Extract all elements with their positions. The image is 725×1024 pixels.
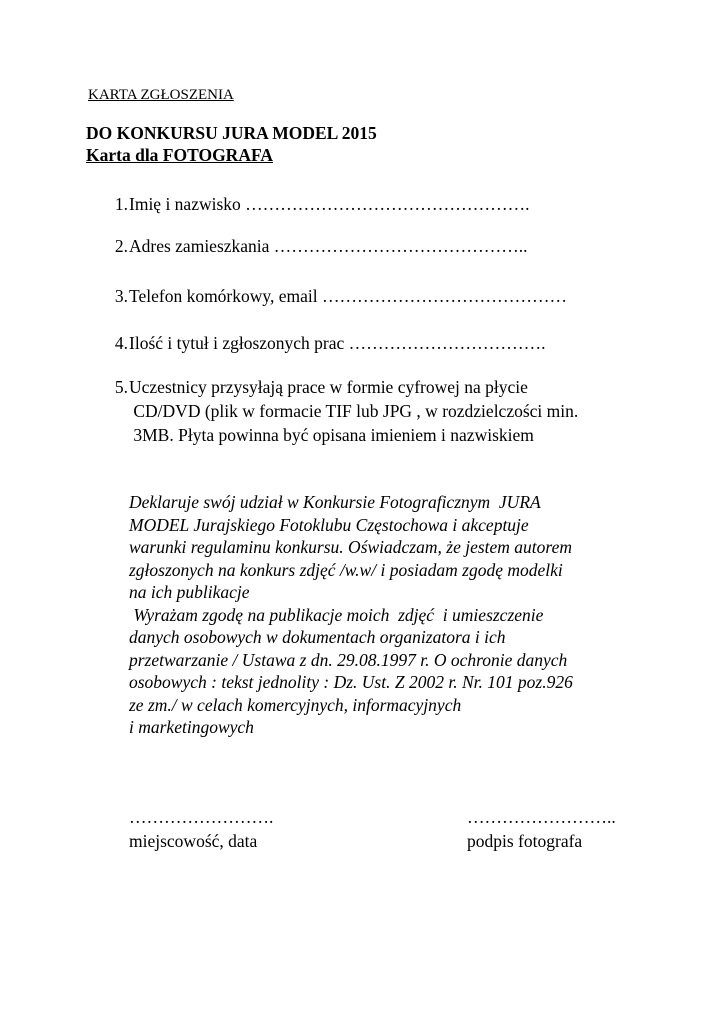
declaration-text — [129, 491, 573, 739]
page-subtitle: Karta dla FOTOGRAFA — [86, 145, 273, 165]
form-label: KARTA ZGŁOSZENIA — [88, 87, 234, 103]
declaration-line: na ich publikacje — [129, 582, 250, 602]
list-item-number: 2. — [114, 236, 128, 256]
list-item-number: 4. — [114, 333, 128, 353]
list-item-text: Telefon komórkowy, email …………………………………… — [129, 286, 568, 306]
list-item-number: 1. — [114, 194, 128, 214]
declaration-line: zgłoszonych na konkurs zdjęć /w.w/ i posiadam zgodę modelki — [129, 559, 563, 580]
list-item-number: 5. — [114, 377, 128, 397]
declaration-line: ze zm./ w celach komercyjnych, informacyjnych — [129, 694, 462, 715]
declaration-line: MODEL Jurajskiego Fotoklubu Częstochowa i akceptuje — [129, 514, 529, 535]
signature-dots: …………………….. — [467, 807, 616, 827]
signature-label: podpis fotografa — [467, 831, 583, 851]
list-item-continuation: 3MB. Płyta powinna być opisana imieniem i nazwiskiem — [129, 425, 534, 445]
list-item-continuation: CD/DVD (plik w formacie TIF lub JPG , w rozdzielczości min. — [129, 401, 579, 421]
declaration-line: danych osobowych w dokumentach organizatora i ich — [129, 627, 506, 647]
declaration-line: przetwarzanie / Ustawa z dn. 29.08.1997 r. O ochronie danych — [129, 649, 568, 670]
list-item-text: Uczestnicy przysyłają prace w formie cyfrowej na płycie — [129, 377, 528, 397]
list-item-number: 3. — [114, 286, 128, 306]
declaration-line: osobowych : tekst jednolity : Dz. Ust. Z 2002 r. Nr. 101 poz.926 — [129, 672, 573, 692]
place-date-dots: ……………………. — [129, 807, 274, 827]
list-item-text: Ilość i tytuł i zgłoszonych prac ……………………………. — [129, 333, 546, 353]
declaration-line: warunki regulaminu konkursu. Oświadczam, że jestem autorem — [129, 537, 572, 557]
list-item-text: Imię i nazwisko …………………………………………. — [129, 194, 530, 214]
declaration-line: Wyrażam zgodę na publikacje moich zdjęć i umieszczenie — [129, 604, 544, 625]
declaration-line: i marketingowych — [129, 717, 254, 737]
page-title: DO KONKURSU JURA MODEL 2015 — [86, 123, 377, 143]
declaration-line: Deklaruje swój udział w Konkursie Fotograficznym JURA — [129, 492, 541, 512]
list-item-text: Adres zamieszkania …………………………………….. — [129, 236, 528, 256]
place-date-label: miejscowość, data — [129, 831, 258, 851]
